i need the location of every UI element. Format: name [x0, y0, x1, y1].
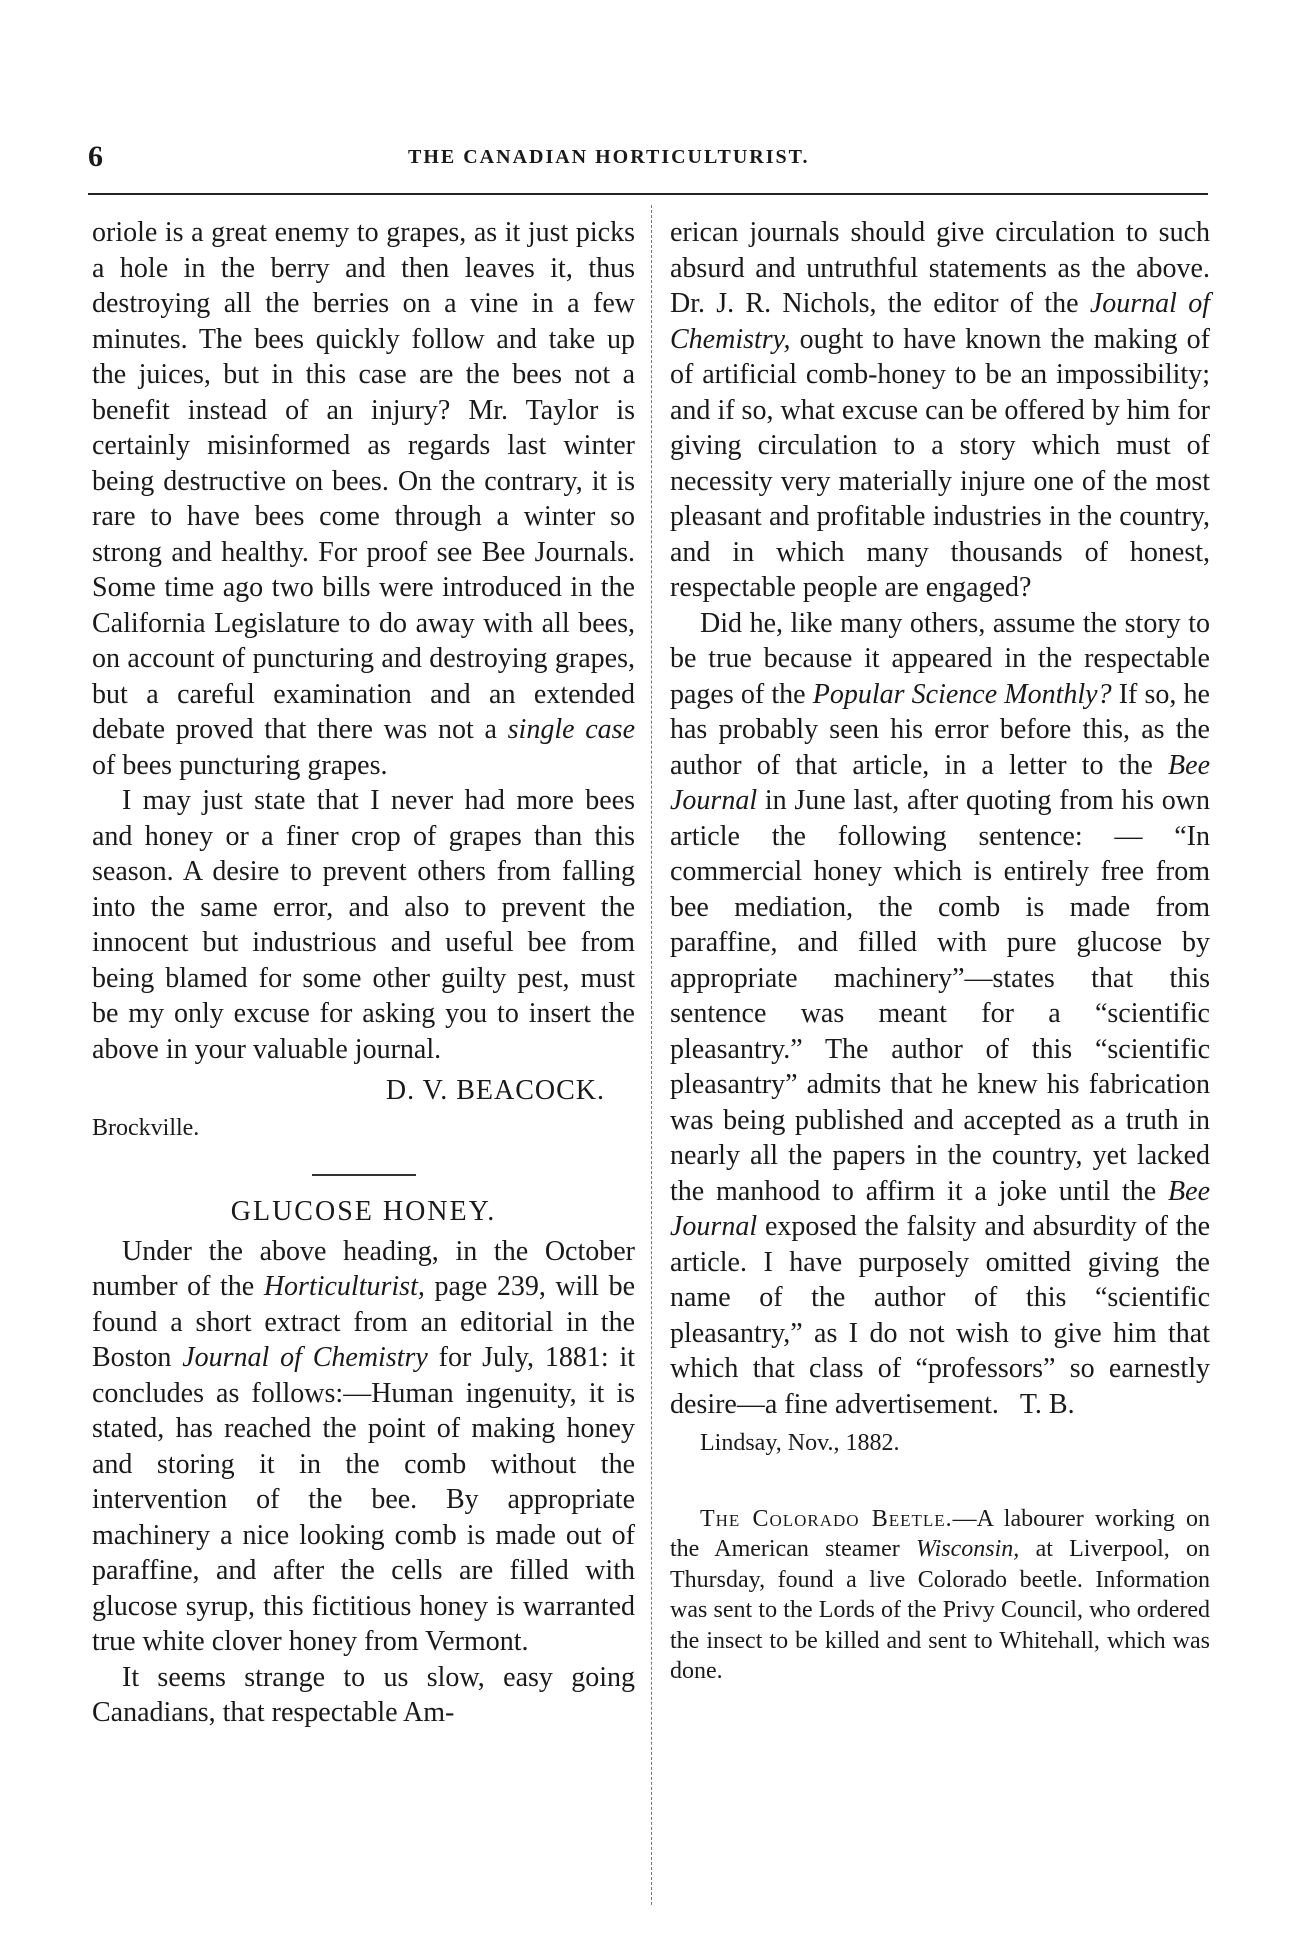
paragraph — [670, 215, 1210, 606]
paragraph: It seems strange to us slow, easy going Canadians, that respectable Am- — [92, 1661, 635, 1728]
text: for July, 1881: it concludes as follows:—Human ingenuity, it is stated, has reached the point of making honey and storing it in the comb without the intervention of the bee. By appropriate machinery a nice looking comb is made out of paraffine, and after the cells are filled with glucose syrup, this fictitious honey is warranted true white clover honey from Vermont. — [92, 1342, 635, 1657]
emphasis: Popular Science Monthly? — [812, 678, 1112, 710]
text: ought to have known the making of of artificial comb-honey to be an impossibility; and if so, what excuse can be offered by him for giving circulation to a story which must of necessity very materially injure one of the most pleasant and profitable industries in the country, and in which many thousands of honest, respectable people are engaged? — [670, 323, 1211, 603]
text: in June last, after quoting from his own article the following sentence: — “In commercial honey which is entirely free from bee mediation, the comb is made from paraffine, and filled with pure glucose by appropriate machinery”—states that this sentence was meant for a “scientific pleasantry.” The author of this “scientific pleasantry” admits that he knew his fabrication was being published and accepted as a truth in nearly all the papers in the country, yet lacked the manhood to affirm it a joke until the — [670, 785, 1210, 1207]
signature: D. V. BEACOCK. — [385, 1075, 605, 1106]
news-note — [670, 1504, 1210, 1687]
page-number: 6 — [88, 140, 103, 173]
text: exposed the falsity and absurdity of the article. I have purposely omitted giving the name of the author of this “scientific pleasantry,” as I do not wish to give him that which that class of “professors” so earnestly desire—a fine advertisement. — [670, 1211, 1210, 1420]
section-rule — [312, 1174, 416, 1176]
text: —A labourer working on the American steamer — [670, 1505, 1210, 1562]
emphasis: Bee Journal — [670, 749, 1210, 816]
note-heading: The Colorado Beetle. — [700, 1505, 953, 1532]
paragraph — [670, 606, 1210, 1423]
text: erican journals should give circulation to such absurd and untruthful statements as the above. Dr. J. R. Nichols, the editor of the — [670, 217, 1210, 319]
emphasis: Horticulturist, — [263, 1271, 425, 1302]
paragraph: I may just state that I never had more bees and honey or a finer crop of grapes than this season. A desire to prevent others from falling into the same error, and also to prevent the innocent but industrious and useful bee from being blamed for some other guilty pest, must be my only excuse for asking you to insert the above in your valuable journal. — [92, 785, 635, 1065]
emphasis: Bee Journal — [670, 1175, 1211, 1242]
column-divider — [651, 205, 653, 1905]
text: at Liverpool, on Thursday, found a live Colorado beetle. Information was sent to the Lords of the Privy Council, who ordered the insect to be killed and sent to Whitehall, which was done. — [670, 1536, 1211, 1684]
section-title: GLUCOSE HONEY. — [230, 1196, 497, 1227]
emphasis: Wisconsin, — [915, 1536, 1020, 1562]
right-column — [670, 215, 1210, 1687]
emphasis: Journal of Chemistry — [182, 1342, 428, 1373]
text: page 239, will be found a short extract from an editorial in the Boston — [92, 1271, 636, 1373]
spacer — [670, 1462, 1210, 1504]
emphasis: single case — [507, 714, 636, 745]
header-rule — [88, 193, 1208, 195]
paragraph — [92, 1234, 635, 1660]
paragraph — [92, 215, 635, 783]
text: Under the above heading, in the October number of the — [92, 1235, 635, 1302]
emphasis: Journal of Chemistry, — [670, 288, 1210, 355]
place-line: Brockville. — [92, 1114, 200, 1141]
left-column — [92, 215, 635, 1731]
text: Did he, like many others, assume the story to be true because it appeared in the respectable pages of the — [670, 607, 1210, 710]
signature: T. B. — [1019, 1388, 1075, 1420]
text: of bees puncturing grapes. — [92, 749, 388, 781]
text: If so, he has probably seen his error before this, as the author of that article, in a letter to the — [670, 678, 1210, 781]
running-title: THE CANADIAN HORTICULTURIST. — [408, 146, 810, 168]
dateline: Lindsay, Nov., 1882. — [700, 1430, 900, 1456]
page-header — [88, 140, 1208, 180]
text: oriole is a great enemy to grapes, as it just picks a hole in the berry and then leaves it, thus destroying all the berries on a vine in a few minutes. The bees quickly follow and take up the juices, but in this case are the bees not a benefit instead of an injury? Mr. Taylor is certainly misinformed as regards last winter being destructive on bees. On the contrary, it is rare to have bees come through a winter so strong and healthy. For proof see Bee Journals. Some time ago two bills were introduced in the California Legislature to do away with all bees, on account of puncturing and destroying grapes, but a careful examination and an extended debate proved that there was not a — [92, 217, 635, 745]
